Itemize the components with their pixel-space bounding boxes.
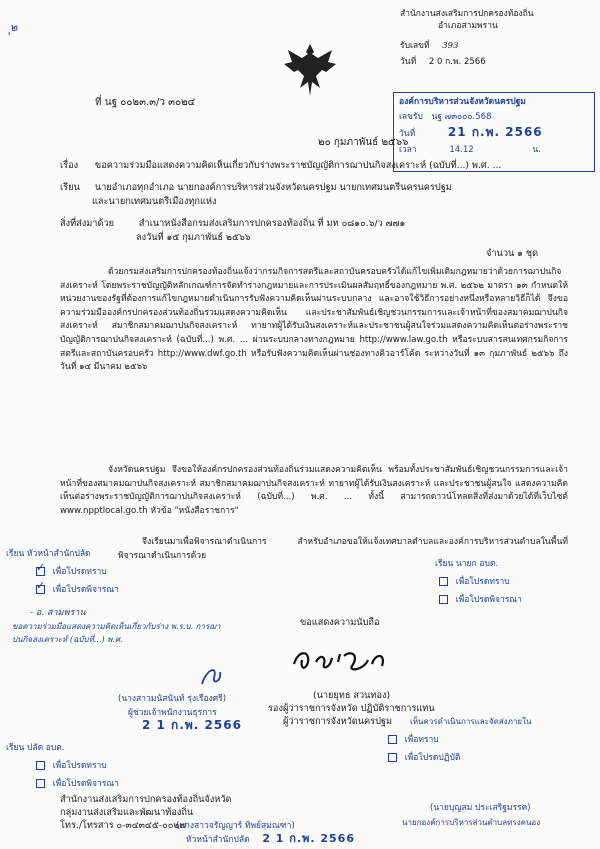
doc-ref: ที่ นฐ ๐๐๒๓.๓/ว ๓๐๒๔ [95, 97, 196, 108]
subject-text: ขอความร่วมมือแสดงความคิดเห็นเกี่ยวกับร่างพระราชบัญญัติการฌาปนกิจสงเคราะห์ (ฉบับที่...) พ.ศ. ... [94, 160, 502, 171]
to-row [60, 182, 452, 194]
attach-qty: จำนวน ๑ ชุด [486, 248, 539, 259]
footer-org1: สำนักงานส่งเสริมการปกครองท้องถิ่นจังหวัด [60, 794, 232, 805]
right-mid-check-2[interactable] [388, 753, 397, 762]
mid-check-2[interactable] [36, 779, 45, 788]
receive-stamp-district: อำเภอสามพราน [438, 21, 498, 31]
province-time: 14.12 [449, 145, 474, 155]
closing: ขอแสดงความนับถือ [300, 617, 380, 628]
paragraph-3-text: จึงเรียนมาเพื่อพิจารณาดำเนินการ สำหรับอำเภอขอให้แจ้งเทศบาลตำบลและองค์การบริหารส่วนตำบลในพื้นที่พิจารณาดำเนินการด้วย [118, 537, 568, 561]
right-mid-opt2: เพื่อโปรดปฏิบัติ [404, 753, 461, 763]
left-opt1: เพื่อโปรดทราบ [52, 567, 107, 577]
province-time-label: เวลา [399, 145, 417, 155]
mayor-name: (นายบุญสม ประเสริฐมรรค) [430, 803, 531, 813]
province-no-label: เลขรับ [399, 112, 423, 122]
chief-row [186, 833, 355, 846]
receive-no: 393 [442, 41, 459, 51]
receive-stamp [400, 8, 590, 68]
clerk-pos: ผู้ช่วยเจ้าพนักงานธุรการ [128, 708, 217, 718]
mid-opt1: เพื่อโปรดทราบ [52, 761, 107, 771]
signature [290, 644, 390, 680]
attach-row [60, 218, 405, 230]
clerk-date: 2 1 ก.พ. 2566 [142, 718, 242, 732]
left-check-2[interactable] [36, 585, 45, 594]
right-mid-note-text: เห็นควรดำเนินการและจัดส่งภายใน [410, 717, 532, 726]
footer-org2: กลุ่มงานส่งเสริมและพัฒนาท้องถิ่น [60, 807, 194, 818]
left-note-head: เรียน หัวหน้าสำนักปลัด [6, 549, 91, 559]
footer-tel: โทร./โทรสาร ๐-๓๔๓๔๕-๐๐๒๗ [60, 820, 187, 831]
paragraph-2 [60, 464, 568, 518]
province-date-label: วันที่ [399, 129, 416, 139]
handwritten-mark: ุ๒ [8, 20, 19, 35]
chief-name: (นางสาวจรัญญาร์ ทิพย์สุมณฑา) [176, 821, 295, 831]
province-time-unit: น. [532, 145, 541, 155]
hand-note-1: - อ. สามพราน [30, 608, 86, 618]
signer-pos2: ผู้ว่าราชการจังหวัดนครปฐม [283, 716, 393, 727]
mid-note [6, 742, 126, 790]
clerk-signature [196, 660, 226, 694]
right-mid-check-1[interactable] [388, 735, 397, 744]
mid-check-1[interactable] [36, 761, 45, 770]
right-check-2[interactable] [439, 595, 448, 604]
paragraph-1-text: ด้วยกรมส่งเสริมการปกครองท้องถิ่นแจ้งว่ากรมกิจการสตรีและสถาบันครอบครัวได้แก้ไขเพิ่มเติมกฎหมายว่าด้วยการฌาปนกิจสงเคราะห์ โดยพระราชบัญญัติหลักเกณฑ์การจัดทำร่างกฎหมายและการประเมินผลสัมฤทธิ์ของกฎหมาย พ.ศ. ๒๕๖๒ มาตรา ๑๓ กำหนดให้หน่วยงานของรัฐที่ต้องการแก้ไขกฎหมายดำเนินการรับฟังความคิดเห็นผ่านระบบกลาง และอาจใช้วิธีการอย่างหนึ่งหรือหลายวิธีก็ได้ จึงขอความร่วมมือองค์กรปกครองส่วนท้องถิ่นร่วมแสดงความคิดเห็น และประชาสัมพันธ์เชิญชวนกรรมการและเจ้าหน้าที่ของสมาคมฌาปนกิจสงเคราะห์ สมาชิกสมาคมฌาปนกิจสงเคราะห์ ทายาทผู้ได้รับเงินสงเคราะห์และประชาชนผู้สนใจร่วมแสดงความคิดเห็นต่อร่างพระราชบัญญัติการฌาปนกิจสงเคราะห์ (ฉบับที่...) พ.ศ. ... ผ่านระบบกลางทางกฎหมาย http://www.law.go.th หรือระบบสารสนเทศกรมกิจการสตรีและสถาบันครอบครัว http://www.dwf.go.th หรือรับฟังความคิดเห็นผ่านช่องทางคิวอาร์โค้ด ระหว่างวันที่ ๑๓ กุมภาพันธ์ ๒๕๖๖ ถึงวันที่ ๑๔ มีนาคม ๒๕๖๖ [60, 267, 568, 373]
right-note [435, 558, 585, 606]
paragraph-2-text: จังหวัดนครปฐม จึงขอให้องค์กรปกครองส่วนท้องถิ่นร่วมแสดงความคิดเห็น พร้อมทั้งประชาสัมพันธ์เชิญชวนกรรมการและเจ้าหน้าที่ของสมาคมฌาปนกิจสงเคราะห์ สมาชิกสมาคมฌาปนกิจสงเคราะห์ ทายาทผู้ได้รับเงินสงเคราะห์ และประชาชนผู้สนใจ แสดงความคิดเห็นต่อร่างพระราชบัญญัติการฌาปนกิจสงเคราะห์ (ฉบับที่...) พ.ศ. ... ทั้งนี้ สามารถดาวน์โหลดสิ่งที่ส่งมาด้วยได้ที่เว็บไซต์ www.npptlocal.go.th หัวข้อ "หนังสือราชการ" [60, 465, 568, 516]
clerk-name: (นางสาวมนัสนันท์ รุ่งเรืองศรี) [118, 694, 227, 704]
to-line2: และนายกเทศมนตรีเมืองทุกแห่ง [92, 196, 217, 207]
signer-pos1: รองผู้ว่าราชการจังหวัด ปฏิบัติราชการแทน [268, 703, 435, 714]
right-opt2: เพื่อโปรดพิจารณา [455, 595, 522, 605]
to-label: เรียน [60, 182, 80, 193]
signer-name: (นายยุทธ สวนทอง) [313, 690, 391, 701]
mid-opt2: เพื่อโปรดพิจารณา [52, 779, 119, 789]
chief-pos: หัวหน้าสำนักปลัด [186, 835, 250, 845]
receive-date-label: วันที่ [400, 57, 417, 67]
receive-date: 2 0 ก.พ. 2566 [428, 57, 486, 67]
hand-note-3: ปนกิจสงเคราะห์ (ฉบับที่...) พ.ศ. [12, 635, 123, 644]
paragraph-1 [60, 266, 568, 375]
receive-stamp-office: สำนักงานส่งเสริมการปกครองท้องถิ่น [400, 9, 534, 19]
right-mid-opt1: เพื่อทราบ [404, 735, 439, 745]
province-stamp-title: องค์การบริหารส่วนจังหวัดนครปฐม [399, 97, 526, 107]
receive-no-label: รับเลขที่ [400, 41, 430, 51]
mayor-pos: นายกองค์การบริหารส่วนตำบลทรงคนอง [402, 818, 541, 827]
attach-label: สิ่งที่ส่งมาด้วย [60, 218, 114, 229]
left-note [6, 548, 121, 596]
doc-date: ๒๐ กุมภาพันธ์ ๒๕๖๖ [318, 137, 409, 148]
attach-line2: ลงวันที่ ๑๕ กุมภาพันธ์ ๒๕๖๖ [136, 232, 251, 243]
to-line1: นายอำเภอทุกอำเภอ นายกองค์การบริหารส่วนจังหวัดนครปฐม นายกเทศมนตรีนครนครปฐม [94, 182, 452, 193]
right-mid-note [380, 716, 590, 764]
subject-label: เรื่อง [60, 160, 79, 171]
left-check-1[interactable] [36, 567, 45, 576]
subject-row [60, 160, 501, 172]
province-no: นฐ ๗๓๐๐๐.568 [431, 112, 492, 122]
garuda-emblem [282, 40, 338, 100]
left-opt2: เพื่อโปรดพิจารณา [52, 585, 119, 595]
right-opt1: เพื่อโปรดทราบ [455, 577, 510, 587]
province-date: 21 ก.พ. 2566 [447, 125, 543, 139]
right-check-1[interactable] [439, 577, 448, 586]
hand-note-2: ขอความร่วมมือแสดงความคิดเห็นเกี่ยวกับร่าง พ.ร.บ. การฌา [12, 622, 221, 631]
mid-note-head: เรียน ปลัด อบต. [6, 743, 65, 753]
right-note-head: เรียน นายก อบต. [435, 559, 499, 569]
attach-line1: สำเนาหนังสือกรมส่งเสริมการปกครองท้องถิ่น ที่ มท ๐๘๑๐.๖/ว ๗๗๑ [138, 218, 406, 229]
chief-date: 2 1 ก.พ. 2566 [262, 832, 355, 845]
